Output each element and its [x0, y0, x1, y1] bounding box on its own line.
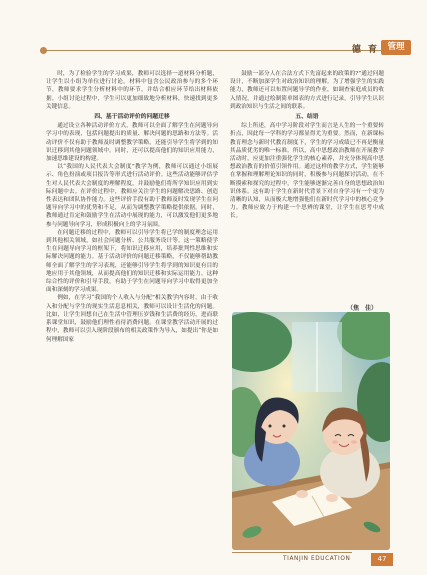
left-paragraph-2: 通过设立各种活动评价方式，教师可以全面了解学生在问题导向学习中的表现，包括问题提出的质量、解决问题的思路和方法等。活动评价不仅有助于教师及时调整教学策略，还能引导学生将学到的知识迁移到其他问题领域中。同时，还可以提高他们的知识应用能力，加速思维建设的构建。: [46, 123, 218, 163]
right-column: [230, 70, 384, 221]
right-paragraph-1: 鼓励一部分人在合法方式下先富起来的政策的?”通过问题设计，不断加深学生对政治知识的理解。为了增强学生的实践能力，教师还可以布置问题导学的作业，如调查家庭成员的收入情况，并通过绘制简单图表的方式进行记录，引导学生认识到政治知识与生活之间的联系。: [230, 71, 384, 110]
illustration-icon: [232, 312, 390, 550]
left-paragraph-5: 例如，在学习“我国的个人收入与分配”相关教学内容时，由于收入和分配与学生的现实生活息息相关，教师可以设计生活化的问题。比如，让学生回想自己在生活中管理压岁钱和生活费的经历，进而联系课堂知识，鼓励他们理性看待消费问题。在课堂教学活动开展的过程中，教师可以引入现阶段颁布的相关政策作为导入，如提出“你是如何理解国家: [46, 295, 218, 343]
left-paragraph-1: 时，为了检验学生的学习成果，教师可以选择一道材料分析题，让学生以小组为单位进行讨论。材料中包含公民政治参与的多个环节，教师要求学生分析材料中的环节，并结合相应环节给出材料依据。小组讨论过程中，学生可以更加细致地分析材料，快速找到更多关键信息。: [46, 71, 218, 110]
footer-rule: [232, 552, 352, 553]
section-heading-5: 五、结语: [295, 114, 319, 121]
left-paragraph-3: 以“我国的人民代表大会制度”教学为例，教师可以通过小组展示、角色扮演或项目报告等形式进行活动评价。这些活动能够评估学生对人民代表大会制度的理解程度，并鼓励他们将所学知识应用到实际问题中去。在评价过程中，教师应关注学生的问题解决思路、创造性表达和团队协作能力。这些评价手段有助于教师及时发现学生在问题导向学习中的优势和不足，从而为调整教学策略提供依据。同时，教师通过肯定和鼓励学生在活动中展现的能力，可以激发他们更多地参与问题导向学习，形成积极向上的学习氛围。: [46, 164, 218, 228]
figure-caption: （焦 佳）: [347, 305, 378, 312]
section-heading-4: 四、基于活动评价的问题迁移: [94, 114, 170, 121]
page-footer: [0, 548, 427, 575]
left-column: [46, 70, 218, 344]
page-header: [0, 0, 427, 58]
page-number: 47: [371, 553, 393, 566]
journal-name: TIANJIN EDUCATION: [283, 556, 351, 562]
illustration-girls-studying: [232, 312, 390, 550]
header-rule: [40, 50, 393, 51]
left-paragraph-4: 在问题迁移的过程中，教师可以引导学生将已学的制度理念运用到其他相关领域，如社会问题分析、公共服务设计等。这一策略使学生在问题导向学习的框架下，将知识迁移应用，培养批判性思维和实际解决问题的能力。基于活动评价的问题迁移策略，不仅能够帮助教师全面了解学生的学习表现，还能够引导学生将学到的知识更有目的地应用于其他领域，从而提高他们的知识迁移和实际运用能力。这种综合性的评价和引导手段，有助于学生在问题导向学习中取得更加全面和深刻的学习成果。: [46, 229, 218, 294]
right-paragraph-2: 综上所述，高中学习阶段对学生而言是人生的一个重要转折点，因此每一学科的学习都显得尤为重要。然而，在新课标教育理念与新时代教育制度下，学生的学习成绩已不再是衡量其品质优劣的唯一标准。所以，高中思想政治教师在开展教学活动时，应更加注重强化学生的核心素养，并充分体现高中思想政治教育的价值引领作用。通过这样的教学方式，学生能够在掌握和理解理论知识的同时，积极参与问题探讨活动，在不断摸索和探究的过程中，学生能够逐渐完善自身的思想政治知识体系。这有助于学生在新时代背景下对自身学习有一个更为清晰的认知，从而极大地增强他们在新时代学习中的核心竞争力。教师应致力于构建一个思辨的课堂，让学生在思考中成长。: [230, 123, 384, 220]
section-label: 德 育: [351, 45, 379, 55]
section-tag: 管理: [381, 40, 411, 55]
